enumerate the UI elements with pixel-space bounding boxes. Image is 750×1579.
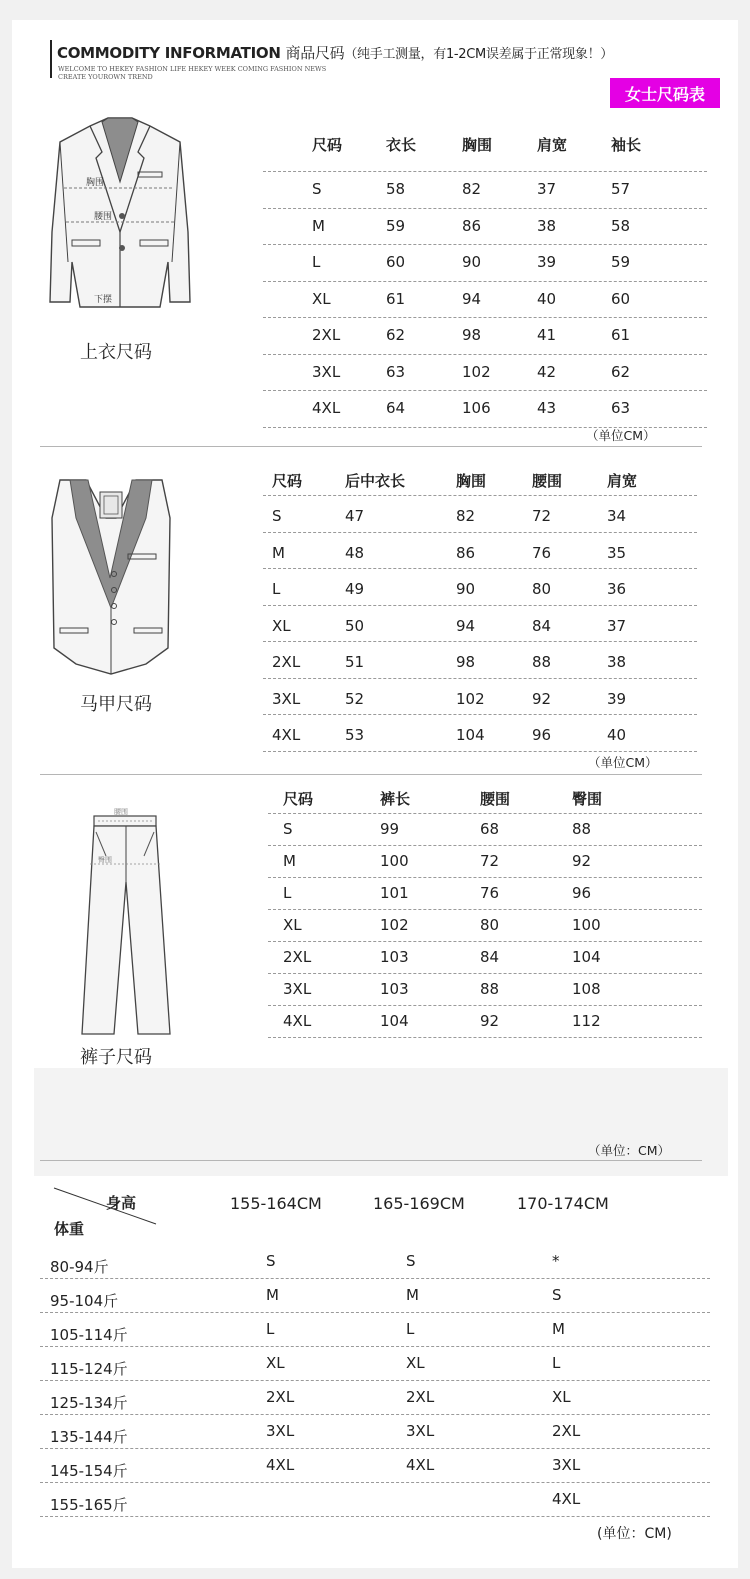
jacket-header-0: 尺码 bbox=[312, 136, 343, 154]
pants-header-0: 尺码 bbox=[283, 790, 314, 808]
pants-header-3: 臀围 bbox=[572, 790, 603, 808]
vest-cell: 90 bbox=[456, 580, 476, 598]
vest-header-1: 后中衣长 bbox=[345, 472, 406, 490]
pants-cell: S bbox=[283, 820, 293, 838]
jacket-illustration bbox=[40, 112, 200, 322]
recommend-row-rule bbox=[40, 1312, 710, 1313]
pants-hip-label: 臀围 bbox=[98, 856, 112, 864]
header-subtitle-line2: CREATE YOUROWN TREND bbox=[58, 73, 153, 81]
recommended-size: * bbox=[552, 1252, 560, 1270]
jacket-cell: 90 bbox=[462, 253, 482, 271]
jacket-cell: 60 bbox=[386, 253, 406, 271]
vest-row-rule bbox=[263, 532, 697, 533]
vest-cell: 38 bbox=[607, 653, 627, 671]
recommended-size: 4XL bbox=[266, 1456, 295, 1474]
jacket-cell: 58 bbox=[611, 216, 631, 235]
recommended-size: 2XL bbox=[406, 1388, 435, 1406]
vest-header-4: 肩宽 bbox=[607, 472, 638, 490]
jacket-cell: 37 bbox=[537, 180, 557, 198]
recommended-size: M bbox=[552, 1320, 565, 1338]
jacket-cell: 57 bbox=[611, 180, 631, 198]
vest-header-3: 腰围 bbox=[532, 472, 563, 490]
pants-cell: 88 bbox=[480, 980, 500, 998]
vest-row-rule bbox=[263, 714, 697, 715]
jacket-cell: 94 bbox=[462, 289, 482, 308]
pants-cell: 101 bbox=[380, 884, 409, 902]
recommended-size: XL bbox=[552, 1388, 571, 1406]
pants-illustration bbox=[76, 808, 176, 1042]
jacket-waist-label: 腰围 bbox=[94, 212, 113, 222]
vest-cell: 72 bbox=[532, 507, 552, 525]
jacket-cell: 98 bbox=[462, 326, 482, 344]
jacket-cell: M bbox=[312, 216, 325, 235]
recommended-size: M bbox=[406, 1286, 419, 1304]
jacket-cell: 86 bbox=[462, 216, 482, 235]
vest-row-rule bbox=[263, 678, 697, 679]
vest-cell: 82 bbox=[456, 507, 476, 525]
vest-cell: L bbox=[272, 580, 281, 598]
pants-caption: 裤子尺码 bbox=[80, 1047, 152, 1068]
jacket-cell: 82 bbox=[462, 180, 482, 198]
recommend-unit-bottom: (单位：CM) bbox=[597, 1526, 672, 1542]
vest-cell: 84 bbox=[532, 616, 552, 635]
jacket-row-rule bbox=[263, 354, 707, 355]
vest-row-rule bbox=[263, 495, 697, 496]
pants-row-rule bbox=[268, 941, 702, 942]
corner-height-label: 身高 bbox=[106, 1194, 137, 1212]
vest-illustration bbox=[46, 478, 176, 678]
vest-row-rule bbox=[263, 751, 697, 752]
pants-cell: 99 bbox=[380, 820, 400, 838]
vest-row-rule bbox=[263, 641, 697, 642]
weight-range: 125-134斤 bbox=[50, 1394, 128, 1412]
vest-cell: 39 bbox=[607, 689, 627, 708]
jacket-cell: 61 bbox=[611, 326, 631, 344]
vest-cell: 2XL bbox=[272, 653, 301, 671]
pants-cell: 88 bbox=[572, 820, 592, 838]
recommended-size: S bbox=[266, 1252, 276, 1270]
jacket-cell: S bbox=[312, 180, 322, 198]
recommended-size: XL bbox=[266, 1354, 285, 1372]
jacket-cell: 60 bbox=[611, 289, 631, 308]
jacket-cell: 41 bbox=[537, 326, 557, 344]
recommend-row-rule bbox=[40, 1278, 710, 1279]
jacket-cell: 3XL bbox=[312, 362, 341, 381]
recommend-unit-top: （单位：CM） bbox=[588, 1143, 671, 1158]
recommended-size: 2XL bbox=[552, 1422, 581, 1440]
section-divider bbox=[40, 774, 702, 775]
jacket-row-rule bbox=[263, 244, 707, 245]
header-title-cn: 商品尺码 bbox=[285, 44, 345, 62]
vest-cell: 47 bbox=[345, 507, 365, 525]
pants-cell: 84 bbox=[480, 948, 500, 966]
jacket-cell: 58 bbox=[386, 180, 406, 198]
vest-cell: 48 bbox=[345, 543, 365, 562]
vest-cell: 35 bbox=[607, 543, 627, 562]
pants-row-rule bbox=[268, 1005, 702, 1006]
jacket-cell: 59 bbox=[386, 216, 406, 235]
pants-cell: 2XL bbox=[283, 948, 312, 966]
vest-cell: 76 bbox=[532, 543, 552, 562]
jacket-row-rule bbox=[263, 390, 707, 391]
pants-row-rule bbox=[268, 973, 702, 974]
jacket-cell: 64 bbox=[386, 399, 406, 417]
jacket-cell: 106 bbox=[462, 399, 491, 417]
pants-row-rule bbox=[268, 845, 702, 846]
height-col-1: 165-169CM bbox=[373, 1194, 465, 1213]
pants-cell: L bbox=[283, 884, 292, 902]
vest-row-rule bbox=[263, 605, 697, 606]
vest-cell: 92 bbox=[532, 689, 552, 708]
vest-cell: 40 bbox=[607, 726, 627, 744]
vest-cell: 94 bbox=[456, 616, 476, 635]
header-note: （纯手工测量，有1-2CM误差属于正常现象！） bbox=[344, 47, 613, 62]
recommended-size: 4XL bbox=[406, 1456, 435, 1474]
header-title-en: COMMODITY INFORMATION bbox=[57, 44, 281, 62]
vest-unit: （单位CM） bbox=[588, 755, 658, 770]
jacket-cell: 38 bbox=[537, 216, 557, 235]
pants-cell: 103 bbox=[380, 948, 409, 966]
header-subtitle bbox=[58, 65, 326, 81]
pants-cell: 4XL bbox=[283, 1012, 312, 1030]
pants-header-2: 腰围 bbox=[480, 790, 511, 808]
women-size-badge: 女士尺码表 bbox=[610, 78, 720, 108]
weight-range: 80-94斤 bbox=[50, 1258, 109, 1276]
pants-row-rule bbox=[268, 877, 702, 878]
pants-header-1: 裤长 bbox=[380, 790, 411, 808]
jacket-hem-label: 下摆 bbox=[94, 295, 113, 305]
pants-cell: 112 bbox=[572, 1012, 601, 1030]
recommend-row-rule bbox=[40, 1482, 710, 1483]
height-col-0: 155-164CM bbox=[230, 1194, 322, 1213]
pants-cell: 103 bbox=[380, 980, 409, 998]
vest-cell: 50 bbox=[345, 616, 365, 635]
jacket-header-1: 衣长 bbox=[386, 136, 417, 154]
recommended-size: XL bbox=[406, 1354, 425, 1372]
jacket-cell: 102 bbox=[462, 362, 491, 381]
vest-row-rule bbox=[263, 568, 697, 569]
vest-cell: 37 bbox=[607, 616, 627, 635]
jacket-header-4: 袖长 bbox=[611, 136, 642, 154]
weight-range: 135-144斤 bbox=[50, 1428, 128, 1446]
recommend-row-rule bbox=[40, 1516, 710, 1517]
recommended-size: 3XL bbox=[266, 1422, 295, 1440]
jacket-cell: 2XL bbox=[312, 326, 341, 344]
recommend-row-rule bbox=[40, 1448, 710, 1449]
weight-range: 95-104斤 bbox=[50, 1292, 119, 1310]
vest-cell: 98 bbox=[456, 653, 476, 671]
jacket-cell: 40 bbox=[537, 289, 557, 308]
vest-cell: 88 bbox=[532, 653, 552, 671]
pants-cell: 72 bbox=[480, 852, 500, 870]
recommend-top-rule bbox=[40, 1160, 702, 1161]
vest-cell: 3XL bbox=[272, 689, 301, 708]
pants-cell: 80 bbox=[480, 916, 500, 934]
pants-row-rule bbox=[268, 909, 702, 910]
vest-cell: 52 bbox=[345, 689, 365, 708]
pants-cell: 100 bbox=[380, 852, 409, 870]
pants-cell: 104 bbox=[572, 948, 601, 966]
pants-cell: 100 bbox=[572, 916, 601, 934]
vest-cell: 96 bbox=[532, 726, 552, 744]
jacket-header-2: 胸围 bbox=[462, 136, 493, 154]
jacket-unit: （单位CM） bbox=[586, 428, 656, 443]
jacket-row-rule bbox=[263, 281, 707, 282]
corner-weight-label: 体重 bbox=[54, 1220, 85, 1238]
pants-cell: M bbox=[283, 852, 296, 870]
vest-cell: 34 bbox=[607, 507, 627, 525]
recommended-size: L bbox=[552, 1354, 561, 1372]
pants-cell: 76 bbox=[480, 884, 500, 902]
recommended-size: M bbox=[266, 1286, 279, 1304]
pants-cell: 96 bbox=[572, 884, 592, 902]
vest-cell: 104 bbox=[456, 726, 485, 744]
jacket-cell: 39 bbox=[537, 253, 557, 271]
vest-cell: 51 bbox=[345, 653, 365, 671]
vest-cell: M bbox=[272, 543, 285, 562]
recommend-row-rule bbox=[40, 1380, 710, 1381]
weight-range: 105-114斤 bbox=[50, 1326, 128, 1344]
pants-cell: 68 bbox=[480, 820, 500, 838]
jacket-cell: 42 bbox=[537, 362, 557, 381]
recommended-size: 2XL bbox=[266, 1388, 295, 1406]
pants-row-rule bbox=[268, 813, 702, 814]
pants-cell: 92 bbox=[480, 1012, 500, 1030]
jacket-chest-label: 胸围 bbox=[86, 178, 105, 188]
jacket-cell: 62 bbox=[386, 326, 406, 344]
vest-cell: XL bbox=[272, 616, 291, 635]
jacket-row-rule bbox=[263, 317, 707, 318]
jacket-row-rule bbox=[263, 208, 707, 209]
header-title bbox=[57, 42, 613, 63]
header-accent-bar bbox=[50, 40, 52, 78]
recommended-size: L bbox=[406, 1320, 415, 1338]
jacket-row-rule bbox=[263, 171, 707, 172]
pants-waist-label: 腰围 bbox=[114, 808, 128, 816]
weight-range: 155-165斤 bbox=[50, 1496, 128, 1514]
pants-cell: 92 bbox=[572, 852, 592, 870]
jacket-cell: L bbox=[312, 253, 321, 271]
section-divider bbox=[40, 446, 702, 447]
jacket-cell: 61 bbox=[386, 289, 406, 308]
jacket-cell: 62 bbox=[611, 362, 631, 381]
jacket-row-rule bbox=[263, 427, 707, 428]
vest-header-0: 尺码 bbox=[272, 472, 303, 490]
recommend-row-rule bbox=[40, 1414, 710, 1415]
jacket-cell: XL bbox=[312, 289, 331, 308]
vest-cell: 80 bbox=[532, 580, 552, 598]
pants-row-rule bbox=[268, 1037, 702, 1038]
vest-cell: S bbox=[272, 507, 282, 525]
recommend-row-rule bbox=[40, 1346, 710, 1347]
recommended-size: 3XL bbox=[406, 1422, 435, 1440]
jacket-header-3: 肩宽 bbox=[537, 136, 568, 154]
vest-cell: 86 bbox=[456, 543, 476, 562]
jacket-caption: 上衣尺码 bbox=[80, 342, 152, 363]
vest-cell: 4XL bbox=[272, 726, 301, 744]
header-subtitle-line1: WELCOME TO HEKEY FASHION LIFE HEKEY WEEK COMING FASHION NEWS bbox=[58, 65, 327, 73]
jacket-cell: 63 bbox=[386, 362, 406, 381]
pants-cell: 104 bbox=[380, 1012, 409, 1030]
weight-range: 115-124斤 bbox=[50, 1360, 128, 1378]
jacket-cell: 63 bbox=[611, 399, 631, 417]
recommended-size: 3XL bbox=[552, 1456, 581, 1474]
pants-cell: XL bbox=[283, 916, 302, 934]
vest-cell: 102 bbox=[456, 689, 485, 708]
recommended-size: S bbox=[552, 1286, 562, 1304]
height-col-2: 170-174CM bbox=[517, 1194, 609, 1213]
jacket-cell: 43 bbox=[537, 399, 557, 417]
vest-cell: 53 bbox=[345, 726, 365, 744]
vest-header-2: 胸围 bbox=[456, 472, 487, 490]
pants-cell: 102 bbox=[380, 916, 409, 934]
vest-cell: 49 bbox=[345, 580, 365, 598]
jacket-cell: 59 bbox=[611, 253, 631, 271]
jacket-cell: 4XL bbox=[312, 399, 341, 417]
weight-range: 145-154斤 bbox=[50, 1462, 128, 1480]
pants-cell: 3XL bbox=[283, 980, 312, 998]
vest-caption: 马甲尺码 bbox=[80, 694, 152, 715]
recommended-size: L bbox=[266, 1320, 275, 1338]
vest-cell: 36 bbox=[607, 580, 627, 598]
recommended-size: S bbox=[406, 1252, 416, 1270]
recommended-size: 4XL bbox=[552, 1490, 581, 1508]
pants-cell: 108 bbox=[572, 980, 601, 998]
